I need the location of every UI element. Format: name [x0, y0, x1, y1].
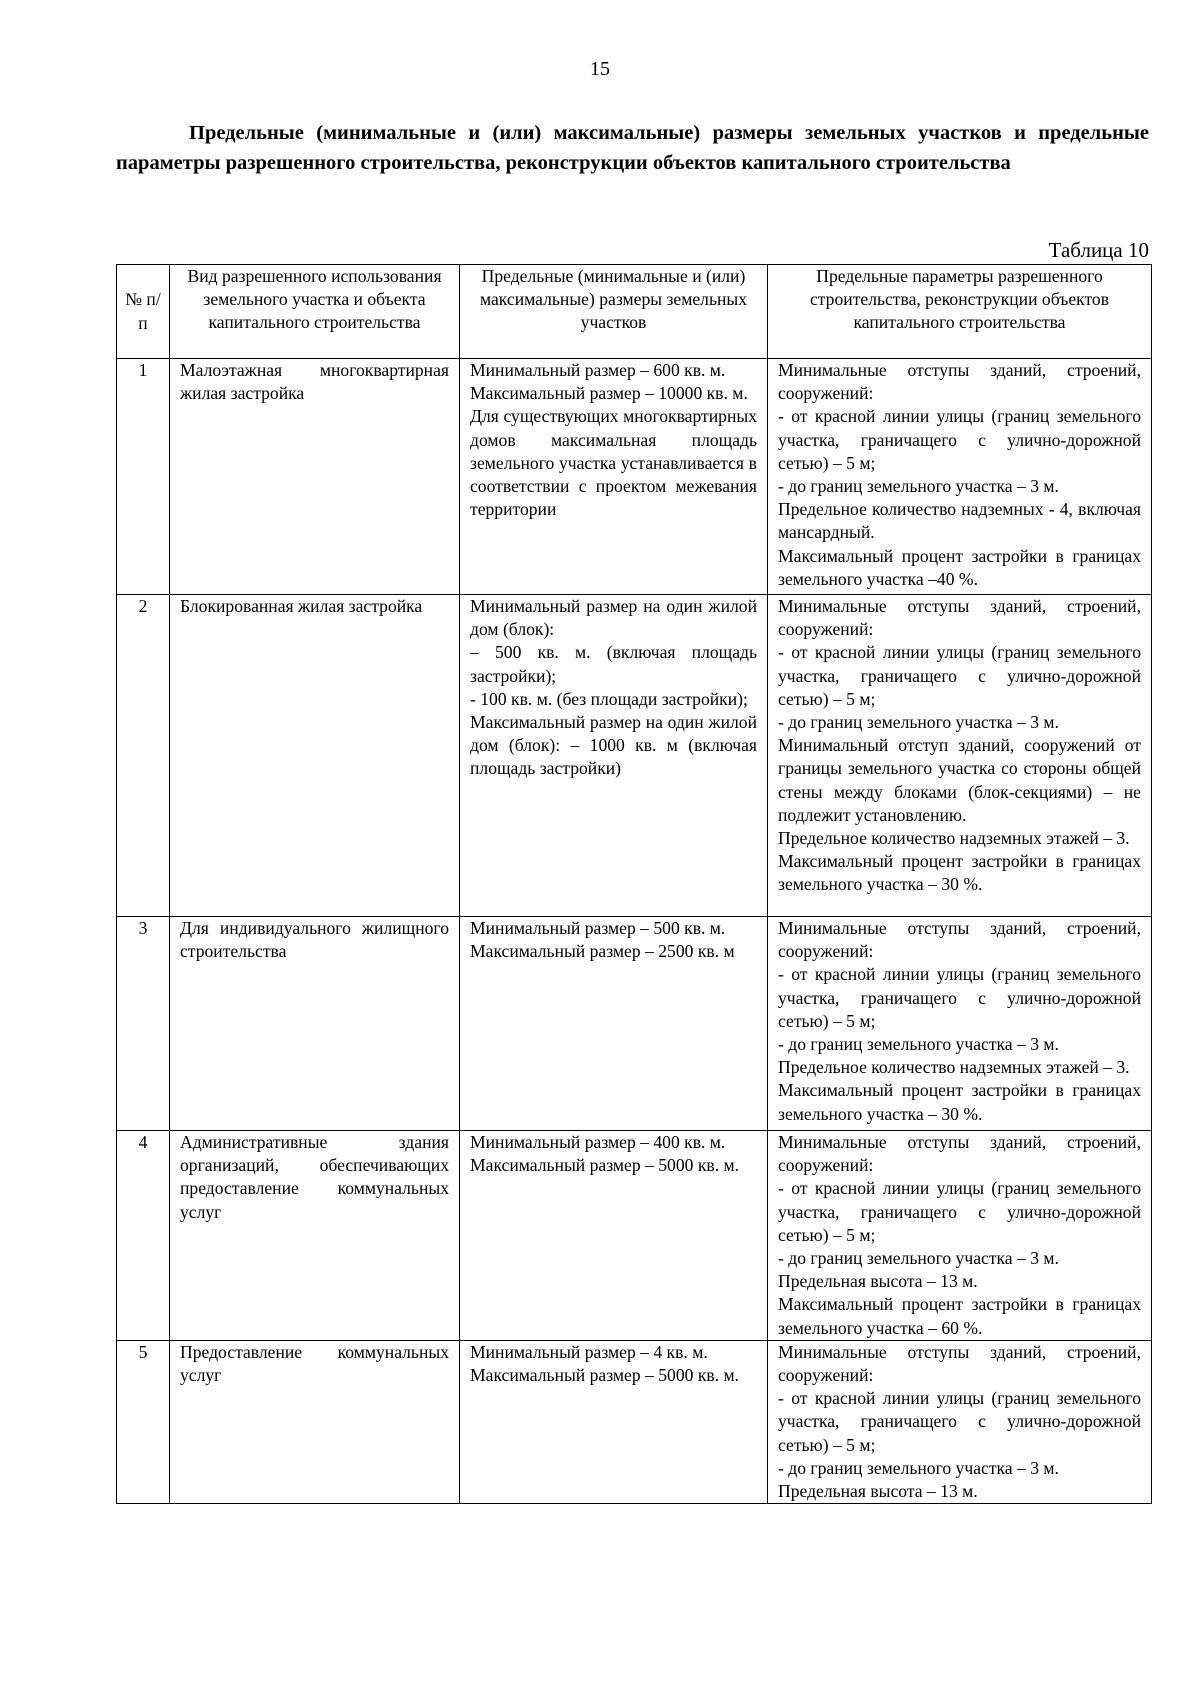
table-caption: Таблица 10	[1048, 238, 1149, 262]
table-row	[117, 595, 1152, 917]
plot-size-line: Максимальный размер – 10000 кв. м.	[470, 383, 748, 404]
table-body	[117, 359, 1152, 1504]
build-params-line: Предельное количество надземных - 4, включая мансардный.	[778, 499, 1141, 543]
use-type-text: Предоставление коммунальных услуг	[180, 1341, 449, 1386]
plot-size-line: Для существующих многоквартирных домов максимальная площадь земельного участка устанавливается в соответствии с проектом межевания территории	[470, 406, 757, 520]
build-params-line: Предельное количество надземных этажей – 3.	[778, 1057, 1130, 1078]
build-params-line: Минимальный отступ зданий, сооружений от границы земельного участка со стороны общей стены между блоками (блок-секциями) – не подлежит установлению.	[778, 735, 1141, 825]
build-params-line: Максимальный процент застройки в границах земельного участка –40 %.	[778, 545, 1141, 589]
plot-size-line: Максимальный размер на один жилой дом (блок): – 1000 кв. м (включая площадь застройки)	[470, 712, 757, 779]
build-params-line: Минимальные отступы зданий, строений, сооружений:	[778, 596, 1141, 640]
build-params-line: Предельная высота – 13 м.	[778, 1271, 978, 1292]
table-row	[117, 1340, 1152, 1503]
use-type-text: Блокированная жилая застройка	[180, 596, 423, 616]
plot-size-cell	[460, 1131, 768, 1341]
row-number: 3	[117, 917, 170, 1131]
parameters-table	[116, 264, 1152, 1504]
build-params-cell	[768, 359, 1152, 595]
use-type-text: Для индивидуального жилищного строительства	[180, 918, 449, 962]
build-params-line: - от красной линии улицы (границ земельного участка, граничащего с улично-дорожной сетью) – 5 м;	[778, 642, 1141, 709]
plot-size-line: Минимальный размер – 4 кв. м.	[470, 1341, 708, 1362]
build-params-line: - от красной линии улицы (границ земельного участка, граничащего с улично-дорожной сетью) – 5 м;	[778, 406, 1141, 473]
build-params-line: Предельное количество надземных этажей – 3.	[778, 828, 1130, 849]
table-row	[117, 917, 1152, 1131]
plot-size-line: - 100 кв. м. (без площади застройки);	[470, 688, 748, 709]
header-number: № п/п	[117, 265, 170, 359]
build-params-line: - от красной линии улицы (границ земельного участка, граничащего с улично-дорожной сетью) – 5 м;	[778, 964, 1141, 1031]
plot-size-line: Минимальный размер – 400 кв. м.	[470, 1132, 726, 1152]
build-params-line: - до границ земельного участка – 3 м.	[778, 1034, 1059, 1055]
use-type-text: Административные здания организаций, обеспечивающих предоставление коммунальных услуг	[180, 1132, 449, 1222]
plot-size-line: Минимальный размер – 600 кв. м.	[470, 360, 726, 380]
build-params-line: Минимальные отступы зданий, строений, сооружений:	[778, 1132, 1141, 1176]
plot-size-line: Максимальный размер – 5000 кв. м.	[470, 1155, 740, 1176]
plot-size-cell	[460, 359, 768, 595]
use-type-cell	[170, 917, 460, 1131]
build-params-line: - до границ земельного участка – 3 м.	[778, 1248, 1059, 1269]
table-row	[117, 1131, 1152, 1341]
plot-size-line: Минимальный размер на один жилой дом (блок):	[470, 596, 757, 640]
header-build-params: Предельные параметры разрешенного строительства, реконструкции объектов капитального строительства	[768, 265, 1152, 359]
row-number: 2	[117, 595, 170, 917]
plot-size-cell	[460, 595, 768, 917]
build-params-line: Максимальный процент застройки в границах земельного участка – 30 %.	[778, 1080, 1141, 1124]
use-type-cell	[170, 1340, 460, 1503]
use-type-cell	[170, 359, 460, 595]
build-params-cell	[768, 1340, 1152, 1503]
row-number: 4	[117, 1131, 170, 1341]
build-params-line: - до границ земельного участка – 3 м.	[778, 712, 1059, 733]
plot-size-cell	[460, 1340, 768, 1503]
plot-size-line: Максимальный размер – 5000 кв. м.	[470, 1365, 740, 1386]
build-params-line: Минимальные отступы зданий, строений, сооружений:	[778, 360, 1141, 404]
build-params-line: Предельная высота – 13 м.	[778, 1481, 978, 1502]
use-type-cell	[170, 595, 460, 917]
page-number: 15	[590, 58, 610, 80]
use-type-text: Малоэтажная многоквартирная жилая застройка	[180, 360, 449, 404]
plot-size-cell	[460, 917, 768, 1131]
row-number: 5	[117, 1340, 170, 1503]
document-heading: Предельные (минимальные и (или) максимальные) размеры земельных участков и предельные параметры разрешенного строительства, реконструкции объектов капитального строительства	[116, 122, 1149, 174]
header-row	[117, 265, 1152, 359]
build-params-line: - до границ земельного участка – 3 м.	[778, 476, 1059, 497]
build-params-line: - от красной линии улицы (границ земельного участка, граничащего с улично-дорожной сетью) – 5 м;	[778, 1388, 1141, 1455]
build-params-line: - от красной линии улицы (границ земельного участка, граничащего с улично-дорожной сетью) – 5 м;	[778, 1178, 1141, 1245]
build-params-cell	[768, 1131, 1152, 1341]
header-plot-size: Предельные (минимальные и (или) максимальные) размеры земельных участков	[460, 265, 768, 359]
build-params-line: - до границ земельного участка – 3 м.	[778, 1457, 1059, 1478]
plot-size-line: – 500 кв. м. (включая площадь застройки);	[470, 642, 757, 686]
use-type-cell	[170, 1131, 460, 1341]
plot-size-line: Максимальный размер – 2500 кв. м	[470, 941, 735, 962]
build-params-cell	[768, 595, 1152, 917]
build-params-line: Максимальный процент застройки в границах земельного участка – 60 %.	[778, 1294, 1141, 1338]
header-use-type: Вид разрешенного использования земельного участка и объекта капитального строительства	[170, 265, 460, 359]
table-row	[117, 359, 1152, 595]
build-params-line: Максимальный процент застройки в границах земельного участка – 30 %.	[778, 851, 1141, 895]
row-number: 1	[117, 359, 170, 595]
build-params-line: Минимальные отступы зданий, строений, сооружений:	[778, 918, 1141, 962]
build-params-cell	[768, 917, 1152, 1131]
plot-size-line: Минимальный размер – 500 кв. м.	[470, 918, 726, 938]
build-params-line: Минимальные отступы зданий, строений, сооружений:	[778, 1341, 1141, 1386]
table-header	[117, 265, 1152, 359]
